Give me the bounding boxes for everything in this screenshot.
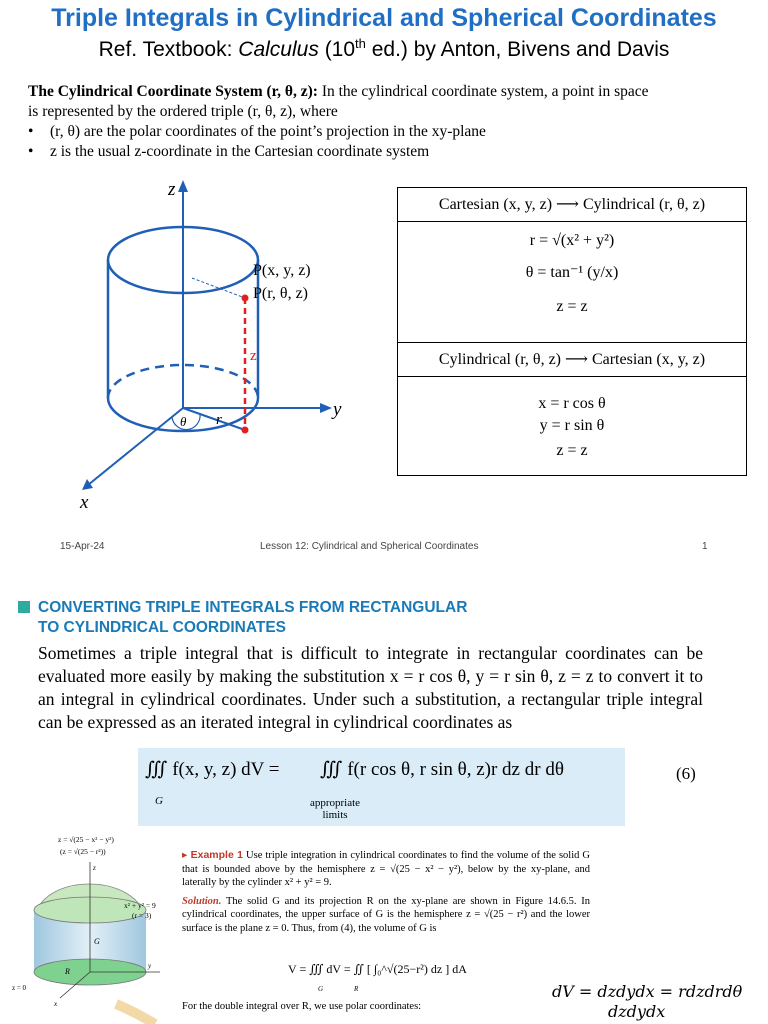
equation-number: (6): [676, 764, 696, 783]
conversion-table: [397, 187, 747, 476]
point-rtz-label: P(r, θ, z): [253, 285, 309, 302]
fig2-axis-z: z: [93, 864, 96, 872]
r-label: r: [216, 412, 222, 428]
handwritten-line-2: dzdydx: [608, 1002, 666, 1021]
radius-line: [183, 408, 245, 430]
x-axis-arrowhead: [82, 479, 93, 490]
equation-right-sub-2: limits: [322, 809, 348, 821]
volume-sub-g: G: [318, 985, 324, 993]
section-marker: [18, 601, 30, 613]
eq-y: y = r sin θ: [539, 417, 605, 434]
z-height-label: z: [250, 348, 257, 364]
fig2-label-g: G: [94, 937, 100, 946]
point-xyz-label: P(x, y, z): [253, 262, 311, 279]
footer-page: 1: [702, 541, 708, 552]
eq-theta: θ = tan⁻¹ (y/x): [525, 264, 619, 281]
fig2-cyl-eq1: x² + y² = 9: [124, 901, 156, 910]
x-axis: [88, 408, 183, 485]
intro-bullet-1: • (r, θ) are the polar coordinates of the point’s projection in the xy-plane: [28, 122, 748, 142]
example-text: Use triple integration in cylindrical coordinates to find the volume of the solid G that is bounded above by the hemisphere z = √(25 − x² − y²), below by the xy-plane, and laterally by the cylinder x² + y² = 9.: [182, 850, 591, 888]
eq-r: r = √(x² + y²): [529, 232, 615, 249]
table-header-cartesian-to-cylindrical: Cartesian (x, y, z) ⟶ Cylindrical (r, θ, z): [398, 188, 746, 222]
solid-g-figure: [10, 832, 170, 1024]
fig2-cyl-eq2: (r = 3): [132, 911, 152, 920]
fig2-axis-y: y: [148, 962, 152, 970]
fig2-label-r: R: [65, 967, 70, 976]
equation-right-sub-1: appropriate: [309, 797, 361, 809]
volume-sub-r: R: [354, 985, 359, 993]
example-block: [182, 849, 590, 935]
fig2-label-z0: z = 0: [12, 984, 27, 992]
section-heading-line2: TO CYLINDRICAL COORDINATES: [38, 619, 287, 636]
polar-text: For the double integral over R, we use polar coordinates:: [182, 1001, 422, 1012]
decorative-tube: [116, 1004, 155, 1024]
y-axis-arrowhead: [320, 403, 332, 413]
equation-left: ∭ f(x, y, z) dV =: [145, 759, 280, 780]
x-axis-label: x: [80, 492, 89, 513]
y-axis-label: y: [333, 399, 342, 420]
ref-label: Ref. Textbook:: [98, 38, 233, 61]
intro-text2: is represented by the ordered triple (r, θ, z), where: [28, 103, 338, 120]
intro-text1: In the cylindrical coordinate system, a point in space: [321, 83, 649, 100]
section-heading: [38, 598, 467, 638]
table-header-cylindrical-to-cartesian: Cylindrical (r, θ, z) ⟶ Cartesian (x, y, z): [398, 342, 746, 377]
z-axis-label: z: [168, 179, 176, 200]
cylindrical-coordinates-figure: [0, 170, 395, 520]
point-p: [242, 295, 249, 302]
solution-label: Solution.: [182, 895, 222, 907]
section-heading-line1: CONVERTING TRIPLE INTEGRALS FROM RECTANGULAR: [38, 599, 468, 616]
solution-text: The solid G and its projection R on the xy-plane are shown in Figure 14.6.5. In cylindrical coordinates, the upper surface of G is the hemisphere z = √(25 − r²) and the lower surface is the plane z = 0. Thus, from (4), the volume of G is: [182, 895, 591, 934]
eq-x: x = r cos θ: [538, 395, 606, 412]
equation-right: ∭ f(r cos θ, r sin θ, z)r dz dr dθ: [320, 759, 564, 780]
theta-label: θ: [180, 414, 187, 429]
fig2-top-eq2: (z = √(25 − r²)): [60, 847, 106, 856]
fig2-top-eq1: z = √(25 − x² − y²): [58, 835, 114, 844]
ref-book: Calculus: [238, 38, 319, 61]
point-projection: [242, 427, 249, 434]
volume-equation: V = ∭ dV = ∬ [ ∫₀^√(25−r²) dz ] dA: [288, 962, 467, 976]
footer-date: 15-Apr-24: [60, 541, 105, 552]
handwritten-line-1: dV = dzdydx = rdzdrdθ: [552, 982, 743, 1001]
ref-edition-pre: (10: [324, 38, 356, 61]
page-title: Triple Integrals in Cylindrical and Spherical Coordinates: [51, 4, 717, 32]
eq-z-2: z = z: [556, 442, 588, 459]
intro-block: [28, 82, 748, 162]
eq-z-1: z = z: [556, 298, 588, 315]
equation-left-sub: G: [155, 795, 163, 807]
textbook-reference: [0, 36, 768, 62]
footer-lesson: Lesson 12: Cylindrical and Spherical Coordinates: [260, 541, 479, 552]
z-axis-arrowhead: [178, 180, 188, 192]
fig2-axis-x: x: [54, 1000, 58, 1008]
equation-right-sub: [300, 797, 370, 821]
example-label: ▸ Example 1: [182, 849, 243, 861]
section-paragraph: Sometimes a triple integral that is difficult to integrate in rectangular coordinates can be evaluated more easily by making the substitution x = r cos θ, y = r sin θ, z = z to convert it to an integral in cylindrical coordinates. Under such a substitution, a rectangular triple integral can be expressed as an iterated integral in cylindrical coordinates as: [38, 643, 703, 732]
intro-bullet-2: • z is the usual z-coordinate in the Cartesian coordinate system: [28, 142, 748, 162]
ref-edition-sup: th: [355, 36, 366, 51]
intro-heading: The Cylindrical Coordinate System (r, θ, z):: [28, 83, 318, 100]
ref-rest: ed.) by Anton, Bivens and Davis: [371, 38, 670, 61]
